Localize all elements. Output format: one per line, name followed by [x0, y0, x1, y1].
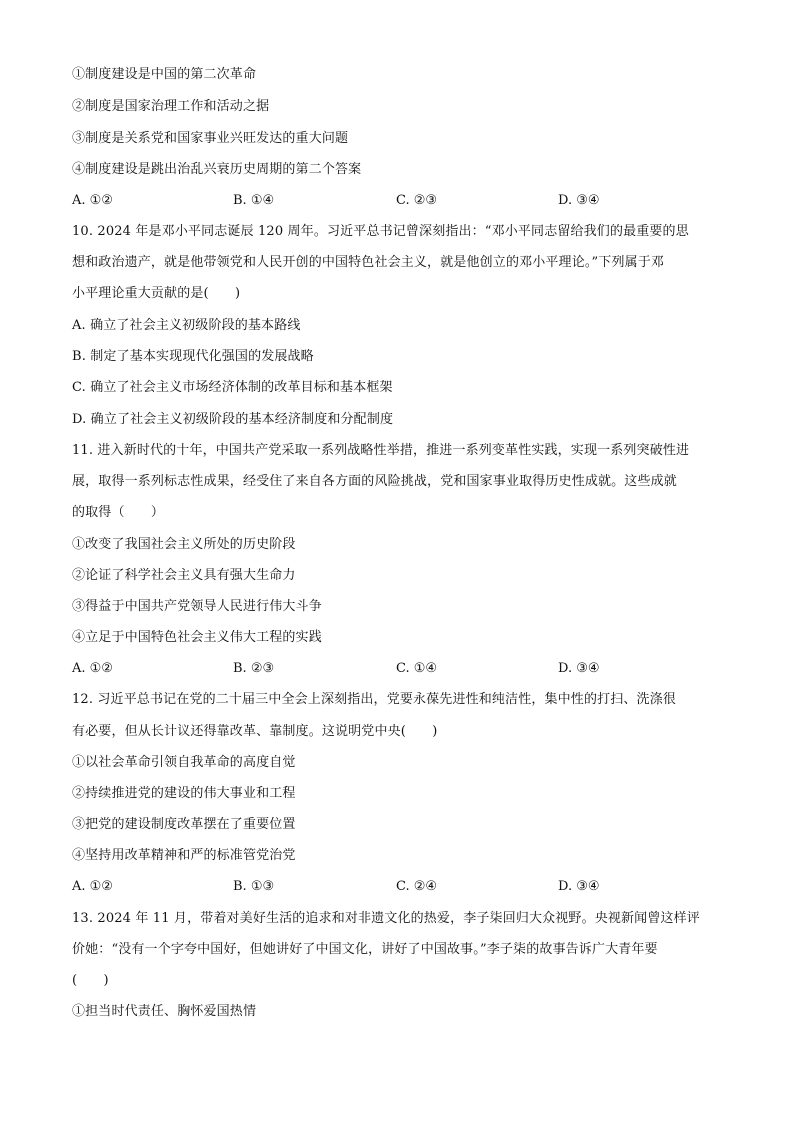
q10-option-c[interactable]: C. 确立了社会主义市场经济体制的改革目标和基本框架	[72, 380, 393, 395]
q11-item-2: ②论证了科学社会主义具有强大生命力	[72, 568, 296, 583]
q13-stem-line-3: ( )	[72, 973, 109, 988]
q9-option-c[interactable]: C. ②③	[396, 193, 438, 208]
q9-option-d[interactable]: D. ③④	[558, 193, 600, 208]
q10-stem-line-1: 10. 2024 年是邓小平同志诞辰 120 周年。习近平总书记曾深刻指出：“邓小平同志留给我们的最重要的思	[72, 224, 689, 239]
q11-stem-line-1: 11. 进入新时代的十年，中国共产党采取一系列战略性举措，推进一系列变革性实践，实现一系列突破性进	[72, 443, 690, 458]
q12-option-d[interactable]: D. ③④	[558, 879, 600, 894]
q9-option-a[interactable]: A. ①②	[72, 193, 113, 208]
q13-stem-line-2: 价她：“没有一个字夸中国好，但她讲好了中国文化，讲好了中国故事。”李子柒的故事告诉广大青年要	[72, 942, 658, 957]
q10-option-d[interactable]: D. 确立了社会主义初级阶段的基本经济制度和分配制度	[72, 412, 394, 427]
q12-option-b[interactable]: B. ①③	[233, 879, 275, 894]
q10-option-b[interactable]: B. 制定了基本实现现代化强国的发展战略	[72, 349, 314, 364]
q10-stem-line-2: 想和政治遗产，就是他带领党和人民开创的中国特色社会主义，就是他创立的邓小平理论。”下列属于邓	[72, 255, 665, 270]
q11-item-3: ③得益于中国共产党领导人民进行伟大斗争	[72, 599, 322, 614]
q11-option-c[interactable]: C. ①④	[396, 661, 438, 676]
q11-item-4: ④立足于中国特色社会主义伟大工程的实践	[72, 630, 322, 645]
q12-item-3: ③把党的建设制度改革摆在了重要位置	[72, 817, 296, 832]
q11-stem-line-2: 展，取得一系列标志性成果，经受住了来自各方面的风险挑战，党和国家事业取得历史性成就。这些成就	[72, 474, 677, 489]
q12-item-4: ④坚持用改革精神和严的标准管党治党	[72, 848, 296, 863]
q11-stem-line-3: 的取得（ ）	[72, 505, 165, 520]
q9-item-3: ③制度是关系党和国家事业兴旺发达的重大问题	[72, 131, 349, 146]
q9-option-b[interactable]: B. ①④	[233, 193, 275, 208]
q12-item-1: ①以社会革命引领自我革命的高度自觉	[72, 755, 296, 770]
q9-item-2: ②制度是国家治理工作和活动之据	[72, 99, 270, 114]
q9-item-1: ①制度建设是中国的第二次革命	[72, 67, 257, 82]
q9-item-4: ④制度建设是跳出治乱兴衰历史周期的第二个答案	[72, 162, 362, 177]
q13-stem-line-1: 13. 2024 年 11 月，带着对美好生活的追求和对非遗文化的热爱，李子柒回归大众视野。央视新闻曾这样评	[72, 911, 700, 926]
q12-option-c[interactable]: C. ②④	[396, 879, 438, 894]
q13-item-1: ①担当时代责任、胸怀爱国热情	[72, 1004, 257, 1019]
q12-stem-line-1: 12. 习近平总书记在党的二十届三中全会上深刻指出，党要永葆先进性和纯洁性，集中性的打扫、洗涤很	[72, 692, 677, 707]
q11-option-d[interactable]: D. ③④	[558, 661, 600, 676]
q12-option-a[interactable]: A. ①②	[72, 879, 113, 894]
q10-stem-line-3: 小平理论重大贡献的是( )	[72, 286, 241, 301]
q11-item-1: ①改变了我国社会主义所处的历史阶段	[72, 537, 296, 552]
q11-option-b[interactable]: B. ②③	[233, 661, 275, 676]
q12-stem-line-2: 有必要，但从长计议还得靠改革、靠制度。这说明党中央( )	[72, 724, 438, 739]
q12-item-2: ②持续推进党的建设的伟大事业和工程	[72, 786, 296, 801]
q10-option-a[interactable]: A. 确立了社会主义初级阶段的基本路线	[72, 318, 301, 333]
q11-option-a[interactable]: A. ①②	[72, 661, 113, 676]
